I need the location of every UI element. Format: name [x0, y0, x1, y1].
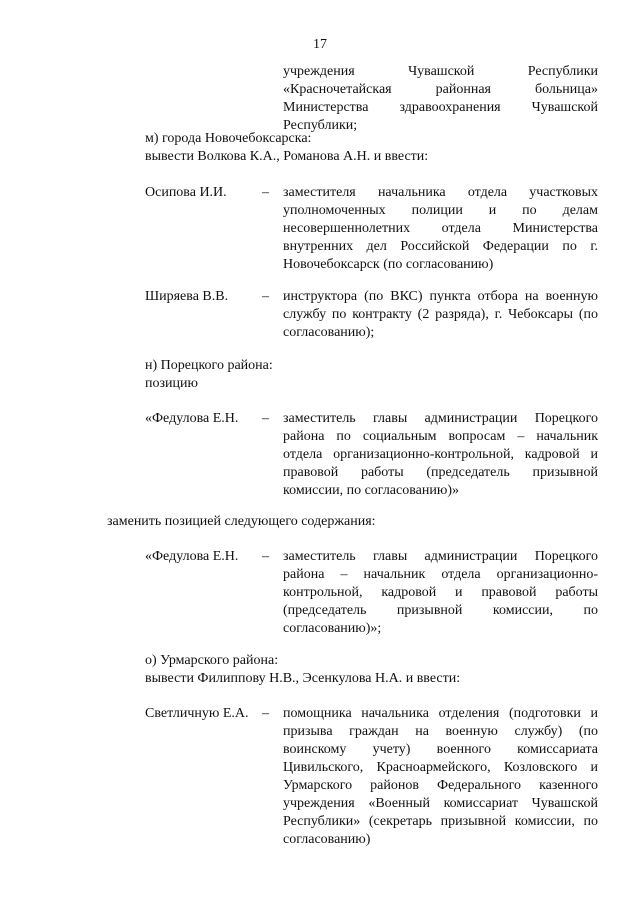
section-instruction-m: вывести Волкова К.А., Романова А.Н. и ввести: [145, 149, 429, 164]
entry-text-shiryaeva: инструктора (по ВКС) пункта отбора на военную службу по контракту (2 разряда), г. Чебоксары (по согласованию); [283, 289, 598, 340]
section-heading-m: м) города Новочебоксарска: [145, 131, 312, 146]
entry-text-fedulova-new: заместитель главы администрации Порецкого района – начальник отдела организационно-контрольной, кадровой и правовой работы (председатель призывной комиссии, по согласованию)»; [283, 549, 598, 636]
entry-name-shiryaeva: Ширяева В.В. [145, 289, 229, 304]
replace-instruction: заменить позицией следующего содержания: [107, 514, 376, 529]
entry-dash: – [262, 185, 269, 200]
entry-dash: – [262, 549, 269, 564]
section-instruction-o: вывести Филиппову Н.В., Эсенкулова Н.А. и ввести: [145, 671, 461, 686]
section-instruction-n: позицию [145, 376, 198, 391]
page-number: 17 [313, 37, 327, 52]
entry-name-svetlichnaya: Светличную Е.А. [145, 706, 249, 721]
entry-name-osipova: Осипова И.И. [145, 185, 227, 200]
section-heading-o: о) Урмарского района: [145, 653, 279, 668]
entry-text-fedulova-old: заместитель главы администрации Порецкого района по социальным вопросам – начальник отдела организационно-контрольной, кадровой и правовой работы (председатель призывной комиссии, по согласованию)» [283, 411, 598, 498]
entry-name-fedulova-new: «Федулова Е.Н. [145, 549, 239, 564]
entry-dash: – [262, 706, 269, 721]
entry-name-fedulova-old: «Федулова Е.Н. [145, 411, 239, 426]
entry-dash: – [262, 289, 269, 304]
entry-text-osipova: заместителя начальника отдела участковых уполномоченных полиции и по делам несовершеннолетних отдела Министерства внутренних дел Российской Федерации по г. Новочебоксарск (по согласованию) [283, 185, 598, 272]
continuation-text: учреждения Чувашской Республики «Красночетайская районная больница» Министерства здравоохранения Чувашской Республики; [283, 64, 598, 133]
entry-text-svetlichnaya: помощника начальника отделения (подготовки и призыва граждан на военную службу) (по воинскому учету) военного комиссариата Цивильского, Красноармейского, Козловского и Урмарского районов Федерального казенного учреждения «Военный комиссариат Чувашской Республики» (секретарь призывной комиссии, по согласованию) [283, 706, 598, 847]
section-heading-n: н) Порецкого района: [145, 358, 273, 373]
entry-dash: – [262, 411, 269, 426]
